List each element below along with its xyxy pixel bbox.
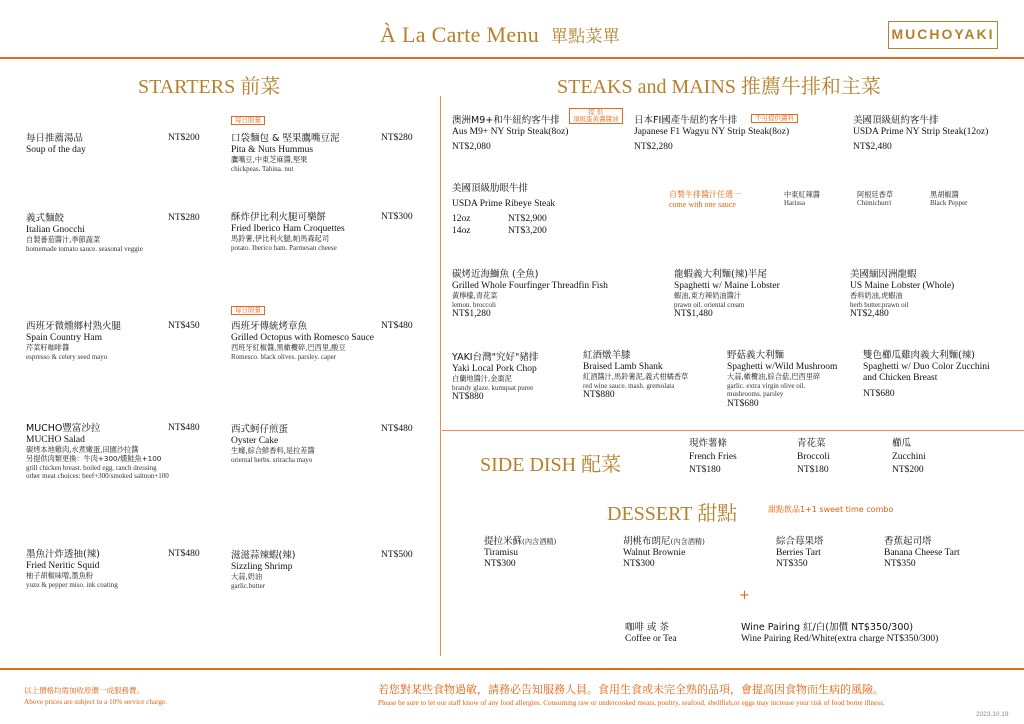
starters-heading: STARTERS 前菜 (138, 76, 281, 98)
menu-item: 滋滋蒜辣蝦(辣) Sizzling Shrimp 大蒜,奶油 garlic.butter (231, 550, 296, 590)
menu-item: 西班牙傳統烤章魚 Grilled Octopus with Romesco Sauce 西班牙紅椒醬,黑橄欖碎,巴西里,酸豆 Romesco. black olives. parsley. caper (231, 321, 375, 361)
menu-price: NT$480 (168, 549, 200, 559)
menu-price: NT$480 (381, 321, 413, 331)
menu-price: NT$480 (381, 424, 413, 434)
side-heading: SIDE DISH 配菜 (480, 454, 622, 476)
menu-item: 美國緬因洲龍蝦 US Maine Lobster (Whole) 香料奶油,虎蝦油 herb butter.prawn oil NT$2,480 (850, 269, 955, 320)
menu-item: 碳烤近海鰤魚 (全魚) Grilled Whole Fourfinger Threadfin Fish 黃檸檬,青花菜 lemon. broccoli NT$1,280 (452, 269, 608, 320)
menu-item: 龍蝦義大利麵(辣)半尾 Spaghetti w/ Maine Lobster 蝦油,東方辣奶油醬汁 prawn oil. oriental cream NT$1,480 (674, 269, 780, 320)
ribeye-size: 12oz (452, 214, 471, 224)
menu-item: 現炸薯條 French Fries NT$180 (689, 438, 737, 476)
menu-item: 香蕉起司塔 Banana Cheese Tart NT$350 (884, 536, 960, 570)
sauce-option: 阿根廷香草 Chimichurri (857, 190, 893, 207)
ribeye-price: NT$3,200 (508, 226, 547, 236)
menu-item: 日本FI國產牛紐約客牛排 Japanese F1 Wagyu NY Strip Steak(8oz) NT$2,280 (634, 115, 790, 153)
menu-item: 野菇義大利麵 Spaghetti w/Wild Mushroom 大蒜,橄欖油,綜合菇,巴西里碎 garlic. extra virgin olive oil. mushrooms. parsley NT$680 (727, 350, 838, 409)
menu-item: 澳洲M9+和牛紐約客牛排 Aus M9+ NY Strip Steak(8oz) NT$2,080 (452, 115, 569, 153)
menu-item: 美國頂級紐約客牛排 USDA Prime NY Strip Steak(12oz) NT$2,480 (853, 115, 989, 153)
brand-logo: MUCHOYAKI (888, 21, 998, 49)
menu-item: 紅酒燉羊膝 Braised Lamb Shank 紅酒醬汁,馬鈴薯泥,義式柑橘香草 red wine sauce. mash. gremolata NT$880 (583, 350, 689, 401)
menu-price: NT$300 (381, 212, 413, 222)
coffee-tea: 咖啡 或 茶 Coffee or Tea (625, 622, 677, 644)
no-sauce-badge: 不另提供醬料 (751, 114, 798, 123)
mains-divider (442, 430, 1024, 431)
menu-date: 2023.10.19 (976, 711, 1009, 718)
menu-price: NT$200 (168, 133, 200, 143)
menu-item: 胡桃布朗尼(內含酒精) Walnut Brownie NT$300 (623, 536, 705, 570)
footer-divider (0, 668, 1024, 670)
menu-item: 口袋麵包 & 堅果鷹嘴豆泥 Pita & Nuts Hummus 鷹嘴豆,中東芝麻醬,堅果 chickpeas. Tahina. nut (231, 133, 340, 173)
menu-price: NT$280 (381, 133, 413, 143)
menu-item: YAKI台灣"究好"豬排 Yaki Local Pork Chop 白蘭地醬汁,金棗泥 brandy glaze. kumquat puree NT$880 (452, 352, 539, 403)
menu-item: 提拉米蘇(內含酒精) Tiramisu NT$300 (484, 536, 557, 570)
sauce-option: 黑胡椒醬 Black Pepper (930, 190, 968, 207)
steaks-heading: STEAKS and MAINS 推薦牛排和主菜 (557, 76, 881, 98)
allergy-note: 若您對某些食物過敏，請務必告知服務人員。食用生食或未完全熟的品項，會提高因食物而生病的風險。 Please be sure to let our staff know of any food allergies. Consuming raw or undercooked meats, poultry, seafood, shellfish,or eggs may increase your risk of food borne illness. (378, 683, 885, 707)
menu-item: 青花菜 Broccoli NT$180 (797, 438, 830, 476)
sauce-option: 中東紅辣醬 Harissa (784, 190, 820, 207)
menu-item: 美國頂級肋眼牛排 USDA Prime Ribeye Steak (452, 183, 556, 209)
plus-sign: + (739, 588, 750, 603)
menu-item: 綜合莓果塔 Berries Tart NT$350 (776, 536, 824, 570)
menu-price: NT$500 (381, 550, 413, 560)
dessert-heading: DESSERT 甜點 (607, 503, 738, 525)
sauce-badge: 提 供 頂級蛋黃醬醬油 (569, 108, 623, 124)
sauce-choice: 自製牛排醬汁任選一 come with one sauce (669, 190, 741, 209)
menu-item: 每日推薦湯品 Soup of the day (26, 133, 86, 155)
menu-item: 櫛瓜 Zucchini NT$200 (892, 438, 926, 476)
menu-price: NT$280 (168, 213, 200, 223)
wine-pairing: Wine Pairing 紅/白(加價 NT$350/300) Wine Pairing Red/White(extra charge NT$350/300) (741, 622, 939, 644)
ribeye-size: 14oz (452, 226, 471, 236)
menu-item: 酥炸伊比利火腿可樂餅 Fried Iberico Ham Croquettes 馬鈴薯,伊比利火腿,帕馬森起司 potato. Iberico ham. Parmesan cheese (231, 212, 345, 252)
ribeye-price: NT$2,900 (508, 214, 547, 224)
menu-item: 西班牙微燻鄉村熟火腿 Spain Country Ham 芹菜籽咖啡醬 espresso & celery seed mayo (26, 321, 122, 361)
page-title-zh: 單點菜單 (550, 27, 621, 47)
menu-item: 雙色櫛瓜雞肉義大利麵(辣) Spaghetti w/ Duo Color Zucchini and Chicken Breast NT$680 (863, 350, 990, 399)
limited-badge: 每日限量 (231, 306, 265, 315)
page-title-en: À La Carte Menu (380, 22, 540, 47)
menu-item: MUCHO豐富沙拉 MUCHO Salad 碳烤本地雞肉,水煮嫩蛋,田園沙拉醬 另提供肉類更換：牛肉+300/燻鮭魚+100 grill chicken breast. boiled egg. ranch dressing other meat choices: beef+300/smoked salmon+100 (26, 423, 169, 481)
page-title (380, 22, 620, 48)
service-note: 以上價格均需加收原價一成服務費。 Above prices are subject to a 10% service charge. (24, 686, 167, 706)
menu-item: 義式麵餃 Italian Gnocchi 自製番茄醬汁,季節蔬菜 homemade tomato sauce. seasonal veggie (26, 213, 143, 253)
menu-price: NT$450 (168, 321, 200, 331)
limited-badge: 每日限量 (231, 116, 265, 125)
menu-item: 墨魚汁炸透抽(辣) Fried Neritic Squid 柚子胡椒味噌,墨魚粉 yuzu & pepper miso. ink coating (26, 549, 118, 589)
column-divider (440, 96, 441, 656)
header-divider (0, 57, 1024, 59)
combo-note: 甜點飲品1+1 sweet time combo (768, 505, 894, 514)
menu-item: 西式蚵仔煎蛋 Oyster Cake 生蠔,綜合鮮香料,是拉差醬 oriental herbs. sriracha mayo (231, 424, 315, 464)
menu-price: NT$480 (168, 423, 200, 433)
